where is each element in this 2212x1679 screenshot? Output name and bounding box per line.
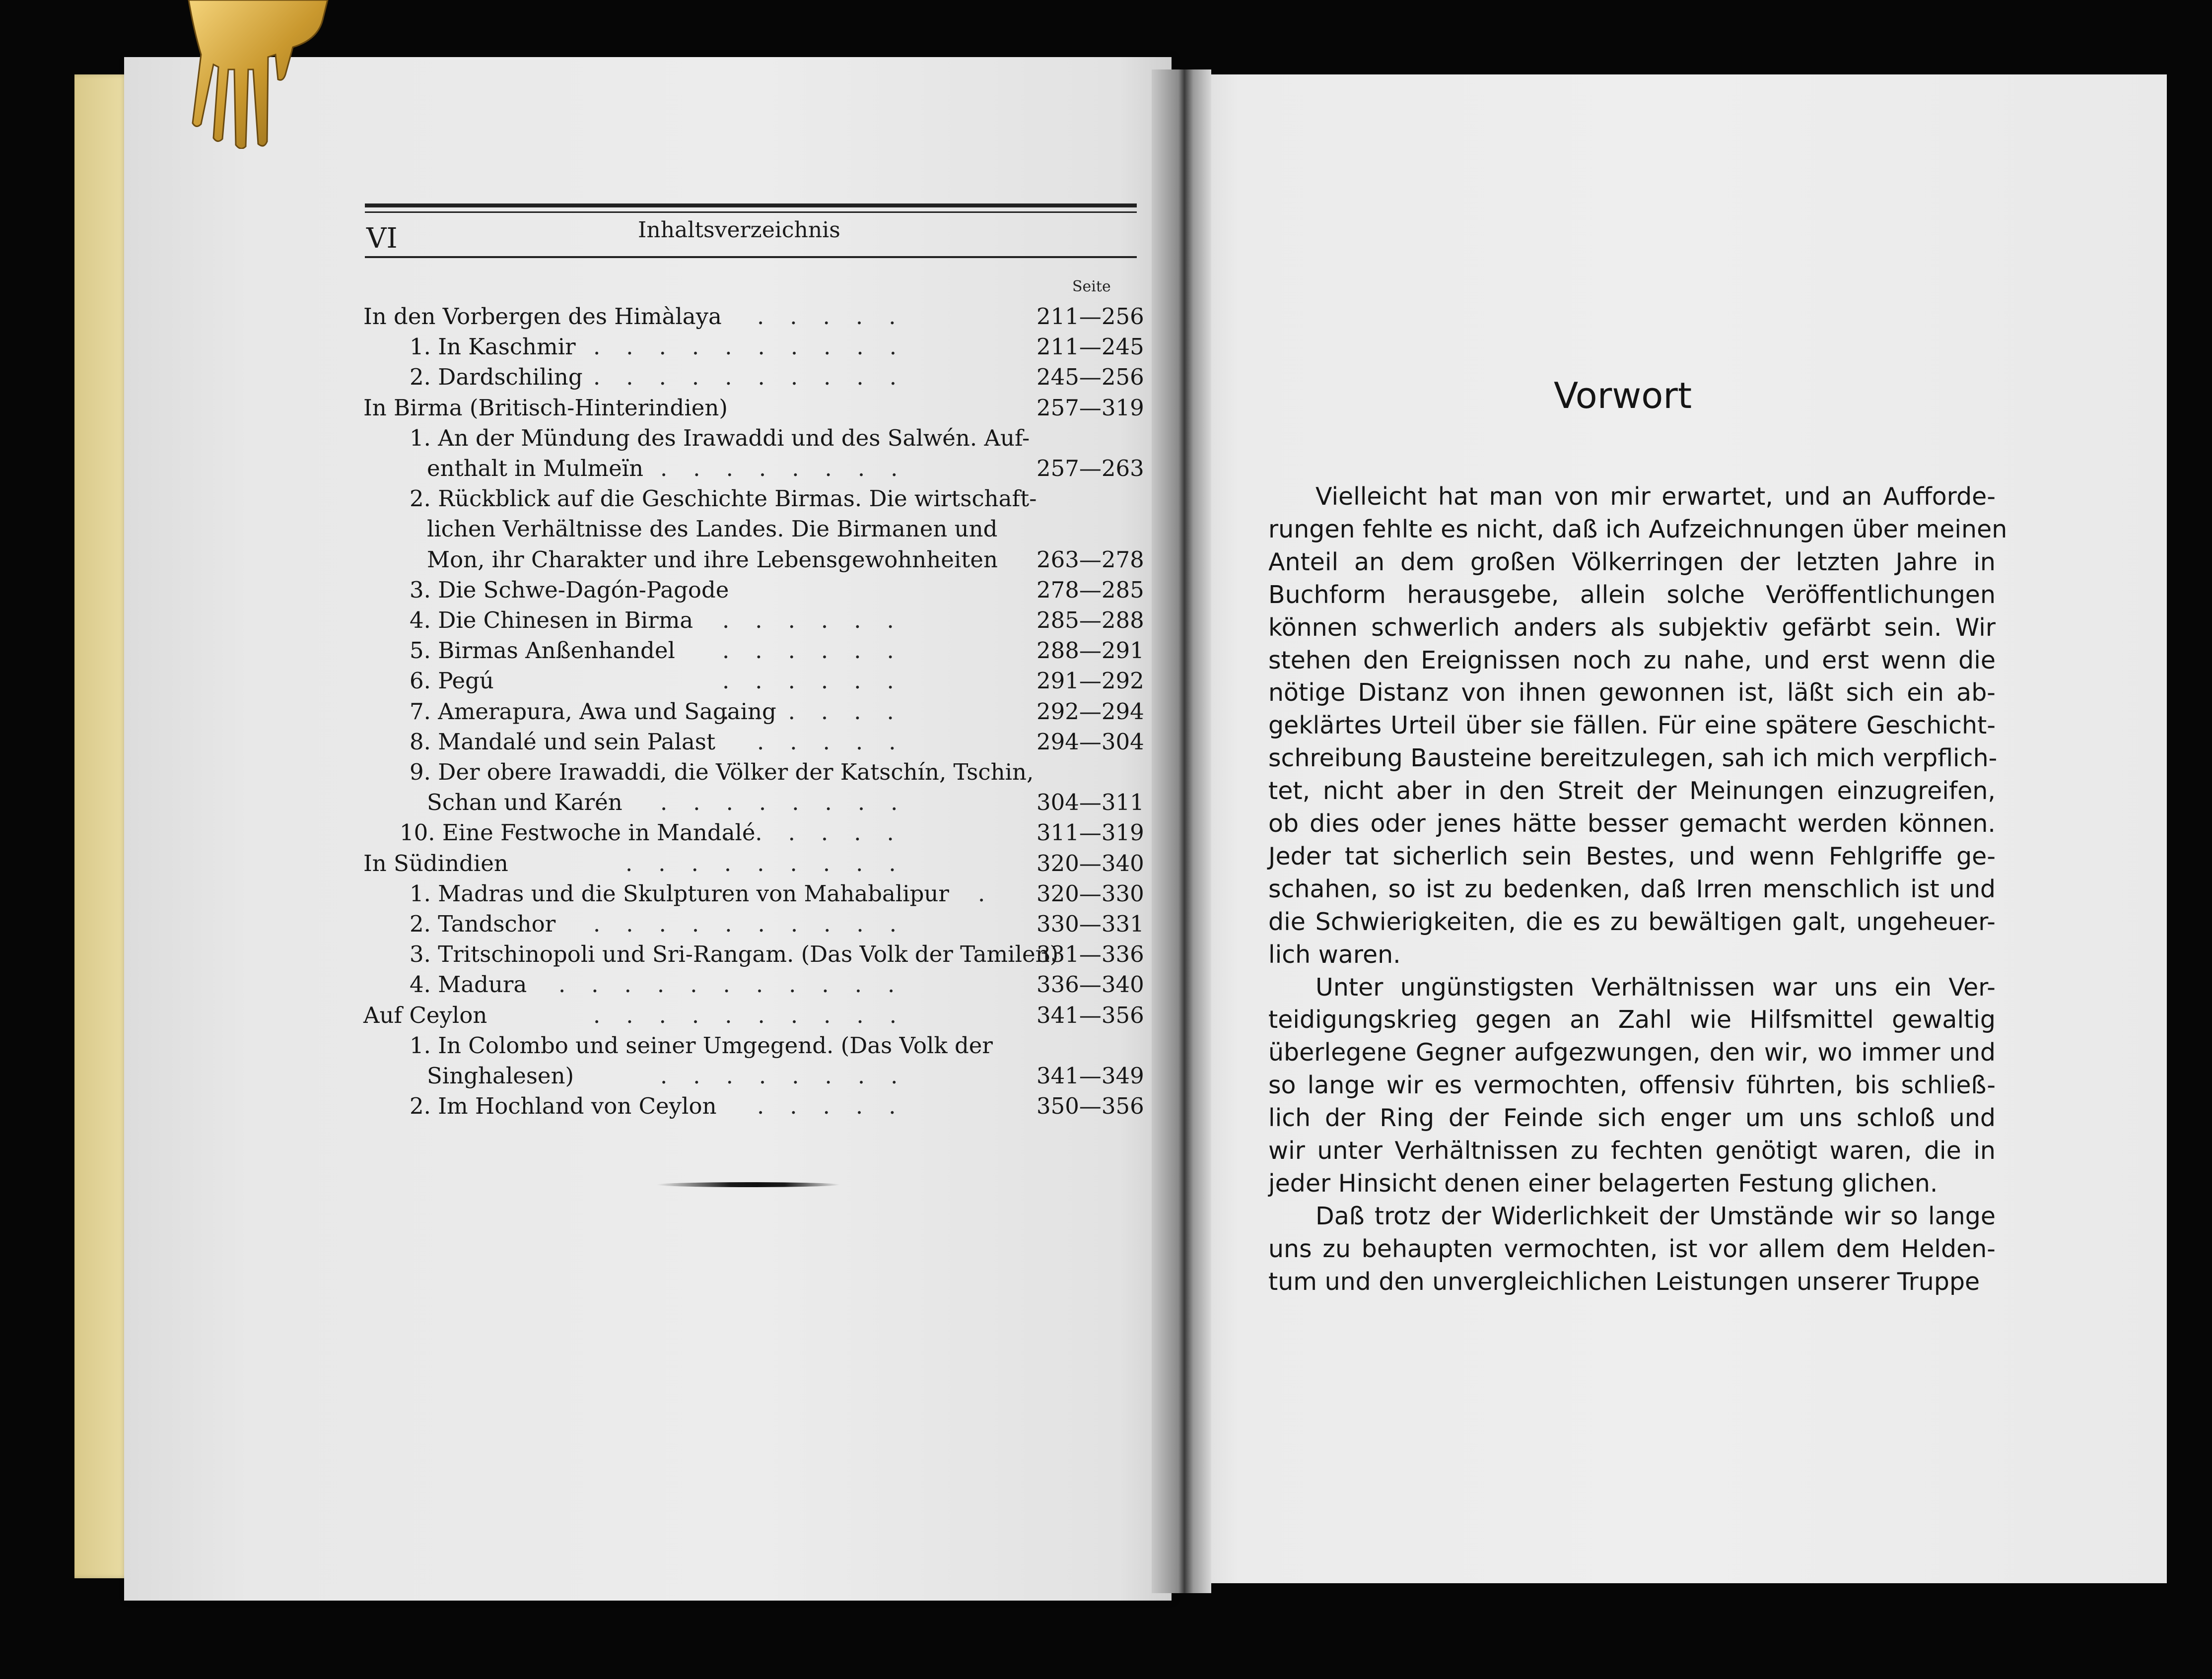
toc-entry-pages: 211—256 — [1037, 303, 1144, 330]
toc-leader-dots: .......... — [593, 364, 923, 391]
toc-leader-dots: ..... — [757, 728, 922, 755]
toc-entry-title: 5. Birmas Anßenhandel — [410, 637, 675, 664]
toc-leader-dots: ..... — [757, 1093, 922, 1120]
preface-line: Vielleicht hat man von mir erwartet, und an Aufforde- — [1315, 482, 1996, 511]
closing-ornament — [656, 1182, 840, 1187]
toc-entry-title: enthalt in Mulmeïn — [427, 455, 644, 481]
preface-line: Daß trotz der Widerlichkeit der Umstände wir so lange — [1315, 1202, 1996, 1230]
toc-entry-title: Auf Ceylon — [363, 1002, 487, 1028]
preface-line: Buchform herausgebe, allein solche Veröffentlichungen — [1268, 580, 1996, 609]
toc-entry-pages: 311—319 — [1037, 819, 1144, 846]
page-number: VI — [366, 222, 398, 255]
preface-line: lich waren. — [1268, 940, 1401, 969]
toc-entry-pages: 336—340 — [1037, 971, 1144, 998]
book-gutter — [1152, 69, 1211, 1593]
toc-entry-pages: 320—330 — [1037, 880, 1144, 907]
toc-entry-title: 4. Madura — [410, 971, 527, 998]
toc-leader-dots: ...... — [722, 668, 920, 694]
toc-leader-dots: ..... — [757, 303, 922, 330]
toc-leader-dots: ...... — [722, 637, 920, 664]
toc-leader-dots: ........ — [660, 1063, 924, 1089]
toc-entry-title: 8. Mandalé und sein Palast — [410, 728, 716, 755]
header-rule — [365, 203, 1137, 207]
toc-entry-pages: 257—319 — [1037, 394, 1144, 421]
preface-line: wir unter Verhältnissen zu fechten genötigt waren, die in — [1268, 1137, 1996, 1165]
toc-leader-dots: .......... — [593, 334, 923, 360]
toc-entry-title: In Birma (Britisch-Hinterindien) — [363, 394, 728, 421]
preface-line: schahen, so ist zu bedenken, daß Irren menschlich ist und — [1268, 874, 1996, 903]
toc-entry-title: 3. Die Schwe-Dagón-Pagode — [410, 576, 729, 603]
toc-entry-title: 6. Pegú — [410, 668, 494, 694]
preface-line: uns zu behaupten vermochten, ist vor allem dem Helden- — [1268, 1234, 1996, 1263]
toc-leader-dots: .......... — [593, 1002, 923, 1028]
toc-entry-title: 2. Rückblick auf die Geschichte Birmas. Die wirtschaft- — [410, 485, 1037, 512]
toc-entry-title: 1. In Colombo und seiner Umgegend. (Das Volk der — [410, 1032, 993, 1059]
preface-line: Anteil an dem großen Völkerringen der letzten Jahre in — [1268, 547, 1996, 576]
toc-entry-pages: 263—278 — [1037, 546, 1144, 573]
preface-line: rungen fehlte es nicht, daß ich Aufzeichnungen über meinen — [1268, 515, 2007, 543]
toc-entry-pages: 330—331 — [1037, 911, 1144, 937]
toc-entry-pages: 320—340 — [1037, 850, 1144, 876]
preface-line: lich der Ring der Feinde sich enger um uns schloß und — [1268, 1104, 1996, 1133]
page-title: Vorwort — [1554, 375, 1692, 416]
toc-entry-title: Singhalesen) — [427, 1063, 574, 1089]
preface-line: stehen den Ereignissen noch zu nahe, und erst wenn die — [1268, 646, 1996, 674]
toc-entry-title: In Südindien — [363, 850, 508, 876]
toc-leader-dots: .......... — [593, 911, 923, 937]
toc-entry-title: 9. Der obere Irawaddi, die Völker der Katschín, Tschin, — [410, 759, 1034, 785]
preface-line: überlegene Gegner aufgezwungen, den wir, wo immer und — [1268, 1038, 1996, 1067]
toc-leader-dots: ...... — [722, 607, 920, 633]
preface-line: die Schwierigkeiten, die es zu bewältigen galt, ungeheuer- — [1268, 907, 1996, 936]
toc-entry-title: In den Vorbergen des Himàlaya — [363, 303, 722, 330]
toc-entry-title: lichen Verhältnisse des Landes. Die Birmanen und — [427, 516, 998, 542]
toc-entry-pages: 341—356 — [1037, 1002, 1144, 1028]
running-title: Inhaltsverzeichnis — [638, 217, 840, 243]
toc-leader-dots: ......... — [625, 850, 922, 876]
toc-entry-pages: 341—349 — [1037, 1063, 1144, 1089]
header-rule — [365, 256, 1137, 258]
toc-entry-pages: 294—304 — [1037, 728, 1144, 755]
toc-leader-dots: ........ — [660, 455, 924, 481]
toc-entry-title: 7. Amerapura, Awa und Sagaing — [410, 698, 776, 725]
toc-entry-title: 2. Im Hochland von Ceylon — [410, 1093, 717, 1120]
preface-line: schreibung Bausteine bereitzulegen, sah ich mich verpflich- — [1268, 744, 1998, 773]
toc-entry-title: 2. Dardschiling — [410, 364, 583, 391]
toc-entry-pages: 288—291 — [1037, 637, 1144, 664]
preface-line: können schwerlich anders als subjektiv gefärbt sein. Wir — [1268, 613, 1996, 642]
toc-leader-dots: . — [978, 880, 1011, 907]
preface-line: teidigungskrieg gegen an Zahl wie Hilfsmittel gewaltig — [1268, 1006, 1996, 1034]
toc-entry-title: 2. Tandschor — [410, 911, 556, 937]
toc-entry-title: 1. An der Mündung des Irawaddi und des Salwén. Auf- — [410, 424, 1030, 451]
toc-leader-dots: ...... — [722, 819, 920, 846]
preface-line: Unter ungünstigsten Verhältnissen war uns ein Ver- — [1315, 973, 1996, 1002]
preface-line: nötige Distanz von ihnen gewonnen ist, läßt sich ein ab- — [1268, 678, 1996, 707]
toc-leader-dots: ........... — [558, 971, 921, 998]
toc-entry-pages: 350—356 — [1037, 1093, 1144, 1120]
toc-entry-title: 1. In Kaschmir — [410, 334, 576, 360]
toc-entry-title: Schan und Karén — [427, 789, 622, 816]
toc-leader-dots: ........ — [660, 789, 924, 816]
toc-entry-title: 1. Madras und die Skulpturen von Mahabalipur — [410, 880, 949, 907]
toc-entry-pages: 292—294 — [1037, 698, 1144, 725]
toc-entry-title: 4. Die Chinesen in Birma — [410, 607, 693, 633]
toc-entry-pages: 291—292 — [1037, 668, 1144, 694]
preface-line: ob dies oder jenes hätte besser gemacht werden können. — [1268, 809, 1996, 838]
toc-entry-pages: 285—288 — [1037, 607, 1144, 633]
preface-line: geklärtes Urteil über sie fällen. Für eine spätere Geschicht- — [1268, 711, 1996, 740]
toc-entry-pages: 278—285 — [1037, 576, 1144, 603]
toc-entry-pages: 304—311 — [1037, 789, 1144, 816]
toc-entry-pages: 245—256 — [1037, 364, 1144, 391]
toc-entry-pages: 257—263 — [1037, 455, 1144, 481]
preface-line: Jeder tat sicherlich sein Bestes, und wenn Fehlgriffe ge- — [1268, 842, 1996, 871]
hand-bookmark-icon — [179, 0, 343, 149]
toc-entry-title: 3. Tritschinopoli und Sri-Rangam. (Das Volk der Tamilen) — [410, 941, 1059, 968]
page-column-label: Seite — [1072, 278, 1111, 295]
toc-entry-pages: 211—245 — [1037, 334, 1144, 360]
toc-entry-pages: 331—336 — [1037, 941, 1144, 968]
preface-line: so lange wir es vermochten, offensiv führten, bis schließ- — [1268, 1071, 1996, 1100]
header-rule — [365, 211, 1137, 213]
toc-leader-dots: ...... — [722, 698, 920, 725]
preface-line: tet, nicht aber in den Streit der Meinungen einzugreifen, — [1268, 777, 1996, 806]
toc-entry-title: Mon, ihr Charakter und ihre Lebensgewohnheiten — [427, 546, 998, 573]
preface-line: tum und den unvergleichlichen Leistungen unserer Truppe — [1268, 1267, 1980, 1296]
preface-line: jeder Hinsicht denen einer belagerten Festung glichen. — [1268, 1169, 1938, 1198]
toc-entry-title: 10. Eine Festwoche in Mandalé — [400, 819, 756, 846]
